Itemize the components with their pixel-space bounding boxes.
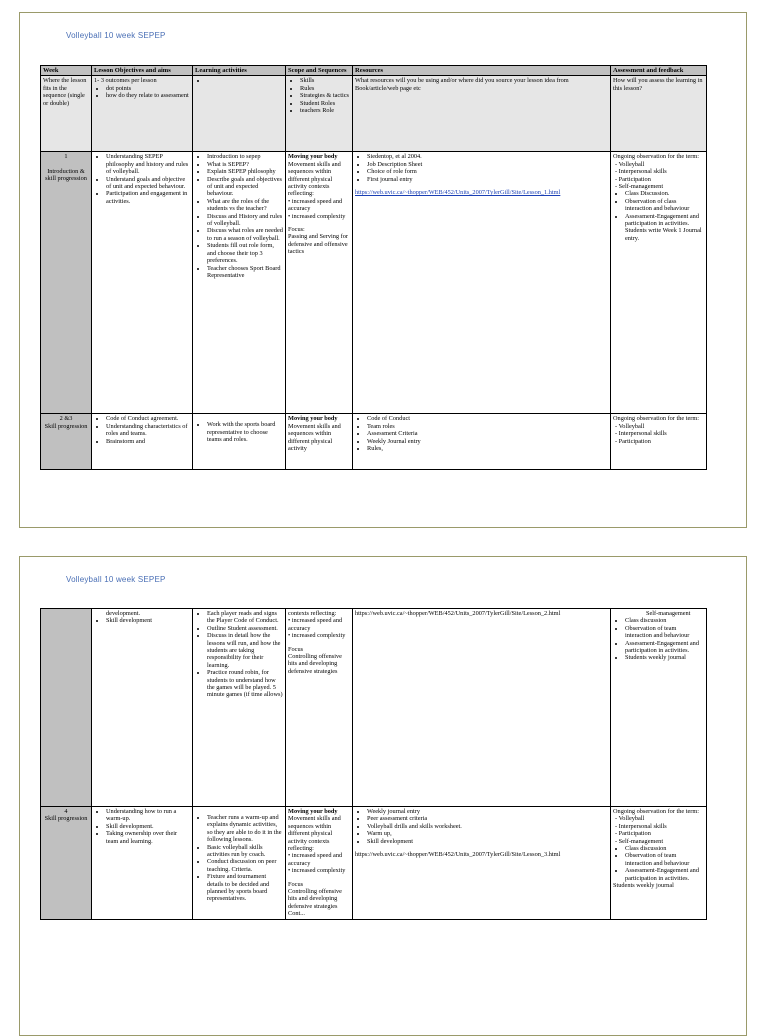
week-1-objectives (92, 152, 193, 414)
list-item: • Outline Student assessment. (207, 625, 283, 632)
week-2-3-objectives (92, 414, 193, 470)
list-item: • Student Roles (300, 100, 350, 107)
table-header-row (41, 66, 707, 76)
list-item: • Code of Conduct (367, 415, 608, 422)
list-item: • Taking ownership over their team and learning. (106, 830, 190, 845)
empty-bullet (207, 77, 283, 84)
guidance-row (41, 76, 707, 152)
list-item: • Work with the sports board representative to choose teams and roles. (207, 421, 283, 443)
list-item: • Teacher runs a warm-up and explains dynamic activities, so they are able to do it in the following lessons. (207, 814, 283, 844)
guidance-activities (193, 76, 286, 152)
week-2-3-assessment: Ongoing observation for the term: - Volleyball - Interpersonal skills - Participation (611, 414, 707, 470)
list-item: • Fixture and tournament details to be decided and planned by sports board representatives. (207, 873, 283, 903)
document-page-1 (19, 12, 747, 528)
week-2-3-continued-row (41, 609, 707, 807)
list-item: • Participation and engagement in activities. (106, 190, 190, 205)
list-item: • Weekly journal entry (367, 808, 608, 815)
week-4-row (41, 807, 707, 920)
list-item: • Understand goals and objective of unit and expected behaviour. (106, 176, 190, 191)
list-item: • Siedentop, et al 2004. (367, 153, 608, 160)
week-2-3-row (41, 414, 707, 470)
list-item: • Strategies & tactics (300, 92, 350, 99)
lesson-1-link[interactable]: https://web.uvic.ca/~thopper/WEB/452/Units_2007/TylerGill/Site/Lesson_1.html (355, 189, 561, 197)
list-item: • Class discussion (625, 845, 704, 852)
week-4-resources (353, 807, 611, 920)
list-item: - Interpersonal skills (623, 823, 704, 830)
list-item: - Interpersonal skills (623, 168, 704, 175)
list-item: • Team roles (367, 423, 608, 430)
list-item: - Volleyball (623, 815, 704, 822)
list-item: • Assessment Criteria (367, 430, 608, 437)
week-4-scope: Moving your body Movement skills and sequences within different physical activity contexts reflecting: • increased speed and accuracy • increased complexity Focus Controlling offensive hits and developing defensive strategies Cont... (286, 807, 353, 920)
list-item: • dot points (106, 85, 190, 92)
week-2-3-resources (353, 414, 611, 470)
week-2-3-activities (193, 414, 286, 470)
week-2-3-resources-continued (353, 609, 611, 807)
col-header-activities: Learning activities (193, 66, 286, 76)
list-item: - Self-management (623, 838, 704, 845)
list-item: • Understanding SEPEP philosophy and history and rules of volleyball. (106, 153, 190, 175)
col-header-resources: Resources (353, 66, 611, 76)
list-item: • Code of Conduct agreement. (106, 415, 190, 422)
list-item: • Weekly Journal entry (367, 438, 608, 445)
list-item: • Basic volleyball skills activities run by coach. (207, 844, 283, 859)
list-item: • Peer assessment criteria (367, 815, 608, 822)
list-item: • Describe goals and objectives of unit and expected behaviour. (207, 176, 283, 198)
week-4-activities (193, 807, 286, 920)
lesson-plan-table (40, 65, 707, 470)
list-item: • Rules (300, 85, 350, 92)
list-item: • Observation of class interaction and behaviour (625, 198, 704, 213)
list-item: • Assessment-Engagement and participation in activities. (625, 213, 704, 228)
col-header-assessment: Assessment and feedback (611, 66, 707, 76)
list-item: • Skill development (367, 838, 608, 845)
list-item: • Skill development (106, 617, 190, 624)
page-header-title: Volleyball 10 week SEPEP (66, 575, 166, 584)
list-item: • Class Discussion. (625, 190, 704, 197)
list-item: • how do they relate to assessment (106, 92, 190, 99)
week-1-assessment: Ongoing observation for the term: - Volleyball - Interpersonal skills - Participation - Self-management • Class Discussion. • Observation of class interaction and behaviour • Assessment-Engagement and participation in activities. Students write Week 1 Journal entry. (611, 152, 707, 414)
list-item: • Skill development. (106, 823, 190, 830)
lesson-3-url: https://web.uvic.ca/~thopper/WEB/452/Units_2007/TylerGill/Site/Lesson_3.html (355, 851, 561, 859)
week-1-cell: 1 Introduction & skill progression (41, 152, 92, 414)
list-item: • Observation of team interaction and behaviour (625, 852, 704, 867)
col-header-objectives: Lesson Objectives and aims (92, 66, 193, 76)
list-item: • teachers Role (300, 107, 350, 114)
guidance-objectives: 1- 3 outcomes per lesson • dot points • how do they relate to assessment (92, 76, 193, 152)
list-item: • Observation of team interaction and behaviour (625, 625, 704, 640)
list-item: • What are the roles of the students vs the teacher? (207, 198, 283, 213)
list-item: - Volleyball (623, 161, 704, 168)
week-2-3-scope-continued: contexts reflecting: • increased speed and accuracy • increased complexity Focus Controlling offensive hits and developing defensive strategies (286, 609, 353, 807)
list-item: • Explain SEPEP philosophy (207, 168, 283, 175)
document-page-2 (19, 556, 747, 1036)
list-item: • Teacher chooses Sport Board Representative (207, 265, 283, 280)
week-2-3-cell: 2 &3 Skill progression (41, 414, 92, 470)
list-item: • Each player reads and signs the Player Code of Conduct. (207, 610, 283, 625)
guidance-resources: What resources will you be using and/or where did you source your lesson idea from Book/article/web page etc (353, 76, 611, 152)
list-item: • Assessment-Engagement and participation in activities. (625, 640, 704, 655)
list-item: • What is SEPEP? (207, 161, 283, 168)
list-item: - Volleyball (623, 423, 704, 430)
list-item: - Participation (623, 176, 704, 183)
week-2-3-cell-continued (41, 609, 92, 807)
list-item: • Introduction to sepep (207, 153, 283, 160)
week-1-activities (193, 152, 286, 414)
week-1-resources (353, 152, 611, 414)
page-header-title: Volleyball 10 week SEPEP (66, 31, 166, 40)
list-item: - Interpersonal skills (623, 430, 704, 437)
guidance-scope (286, 76, 353, 152)
week-2-3-activities-continued (193, 609, 286, 807)
list-item: - Participation (623, 830, 704, 837)
list-item: - Self-management (623, 183, 704, 190)
col-header-scope: Scope and Sequences (286, 66, 353, 76)
list-item: • Understanding how to run a warm-up. (106, 808, 190, 823)
list-item: • Warm up, (367, 830, 608, 837)
list-item: • Students fill out role form, and choose their top 3 preferences. (207, 242, 283, 264)
guidance-week: Where the lesson fits in the sequence (single or double) (41, 76, 92, 152)
list-item: • Skills (300, 77, 350, 84)
list-item: • Rules, (367, 445, 608, 452)
list-item: • Assessment-Engagement and participation in activities. (625, 867, 704, 882)
week-1-row (41, 152, 707, 414)
week-4-cell: 4 Skill progression (41, 807, 92, 920)
list-item: • Discuss what roles are needed to run a season of volleyball. (207, 227, 283, 242)
week-2-3-assessment-continued: Self-management • Class discussion • Observation of team interaction and behaviour • Assessment-Engagement and participation in activities. • Students weekly journal (611, 609, 707, 807)
week-1-scope: Moving your body Movement skills and sequences within different physical activity contexts reflecting: • increased speed and accuracy • increased complexity Focus: Passing and Serving for defensive and offensive tactics (286, 152, 353, 414)
lesson-plan-table-continued (40, 608, 707, 920)
guidance-assessment: How will you assess the learning in this lesson? (611, 76, 707, 152)
list-item: • Job Description Sheet (367, 161, 608, 168)
list-item: • Discuss in detail how the lessons will run, and how the students are taking responsibility for their learning. (207, 632, 283, 669)
list-item: • Choice of role form (367, 168, 608, 175)
list-item: • Practice round robin, for students to understand how the games will be played. 5 minute games (if time allows) (207, 669, 283, 699)
list-item: • Volleyball drills and skills worksheet. (367, 823, 608, 830)
list-item: • Class discussion (625, 617, 704, 624)
list-item: • Conduct discussion on peer teaching. Criteria. (207, 858, 283, 873)
list-item: • Discuss and History and rules of volleyball. (207, 213, 283, 228)
list-item: • Brainstorm and (106, 438, 190, 445)
lesson-2-url: https://web.uvic.ca/~thopper/WEB/452/Units_2007/TylerGill/Site/Lesson_2.html (355, 610, 561, 617)
week-2-3-objectives-continued: development. • Skill development (92, 609, 193, 807)
week-4-objectives (92, 807, 193, 920)
list-item: • Understanding characteristics of roles and teams. (106, 423, 190, 438)
col-header-week: Week (41, 66, 92, 76)
week-4-assessment: Ongoing observation for the term: - Volleyball - Interpersonal skills - Participation - Self-management • Class discussion • Observation of team interaction and behaviour • Assessment-Engagement and participation in activities. Students weekly journal (611, 807, 707, 920)
list-item: • Students weekly journal (625, 654, 704, 661)
list-item: - Participation (623, 438, 704, 445)
list-item: • First journal entry (367, 176, 608, 183)
week-2-3-scope: Moving your body Movement skills and sequences within different physical activity (286, 414, 353, 470)
